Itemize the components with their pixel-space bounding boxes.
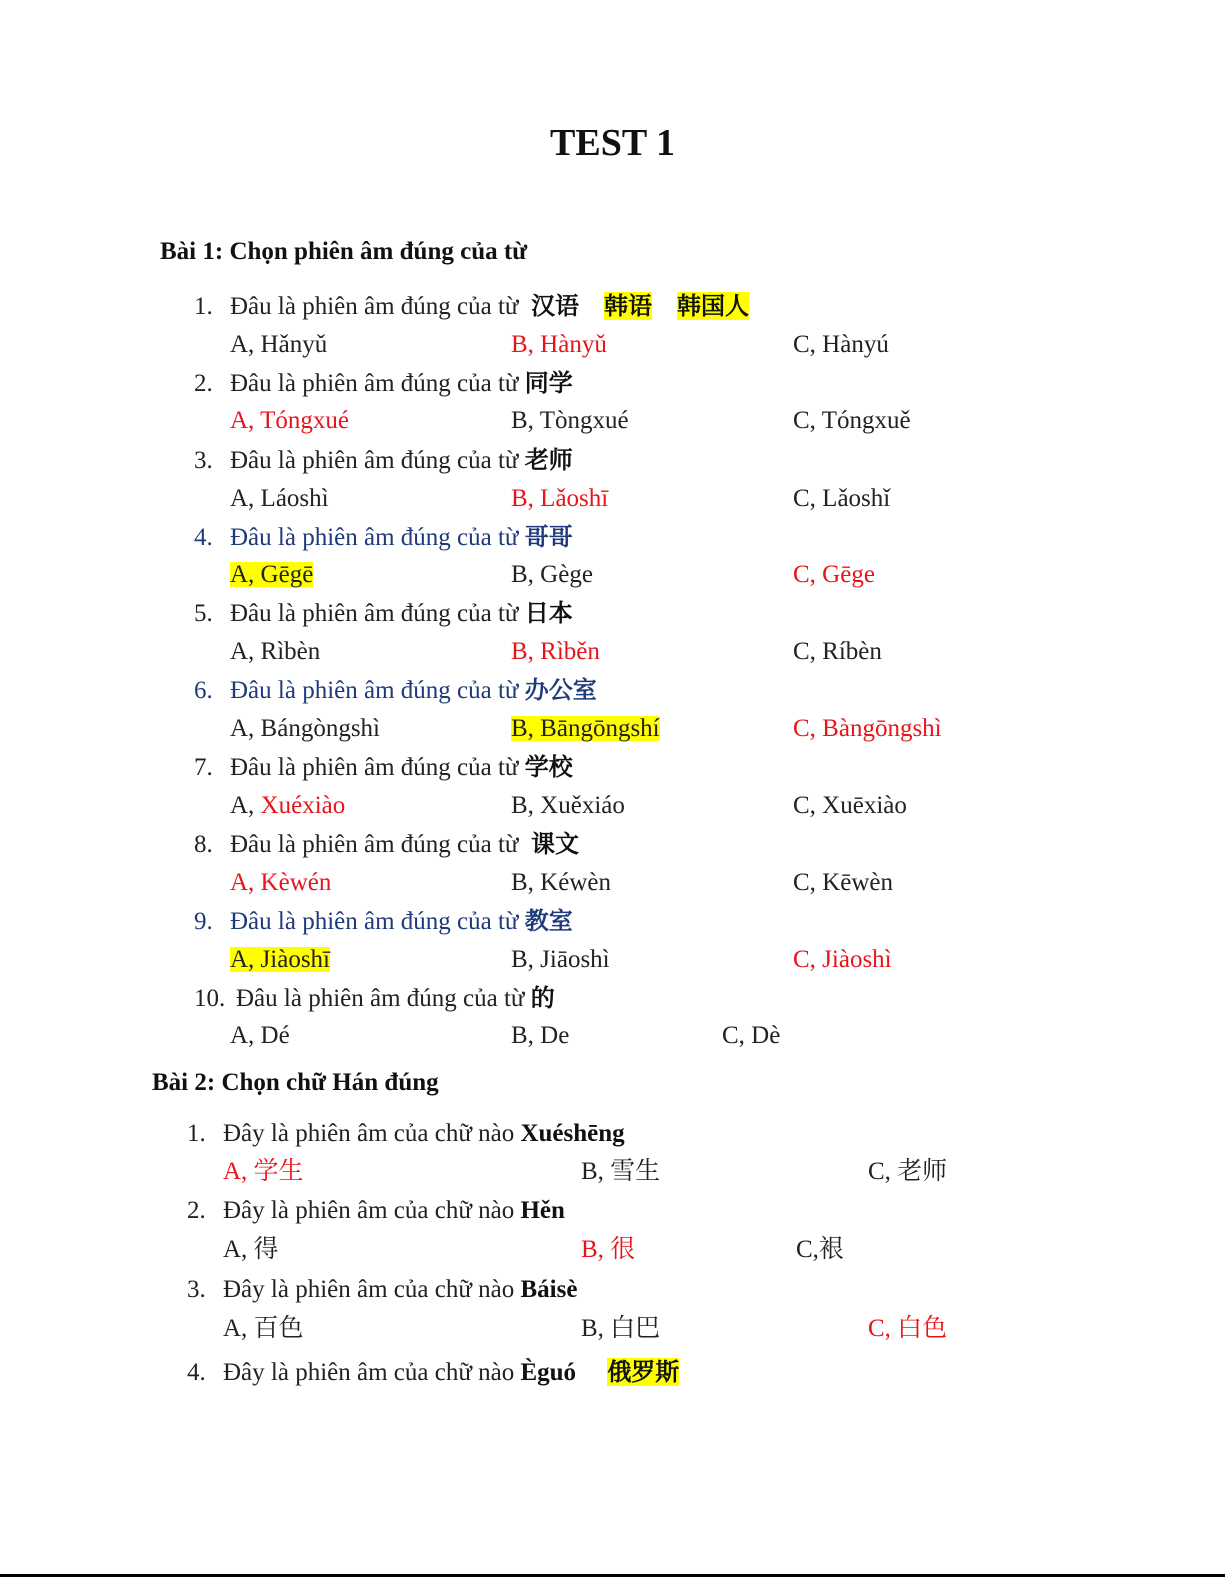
q7-option-b[interactable]: B, Xuěxiáo (511, 792, 625, 819)
section-heading-1: Bài 1: Chọn phiên âm đúng của từ (160, 238, 528, 265)
q8-option-b[interactable]: B, Kéwèn (511, 869, 611, 896)
q2-option-b[interactable]: B, Tòngxué (511, 407, 629, 434)
page-title: TEST 1 (550, 122, 675, 164)
question-10: 10. Đâu là phiên âm đúng của từ 的 (194, 984, 555, 1012)
part2-question-1: 1. Đây là phiên âm của chữ nào Xuéshēng (187, 1120, 625, 1147)
q5-option-a[interactable]: A, Rìbèn (230, 638, 321, 665)
q3-option-a[interactable]: A, Láoshì (230, 485, 329, 512)
p2q1-option-a[interactable]: A, 学生 (223, 1158, 304, 1185)
q2-option-c[interactable]: C, Tóngxuě (793, 407, 911, 434)
p2q2-option-a[interactable]: A, 得 (223, 1236, 279, 1263)
q3-option-c[interactable]: C, Lǎoshǐ (793, 485, 891, 512)
part2-question-2: 2. Đây là phiên âm của chữ nào Hěn (187, 1197, 565, 1224)
question-8: 8. Đâu là phiên âm đúng của từ 课文 (194, 830, 579, 858)
section-heading-2: Bài 2: Chọn chữ Hán đúng (152, 1069, 439, 1096)
q4-option-b[interactable]: B, Gège (511, 561, 593, 588)
question-1: 1. Đâu là phiên âm đúng của từ 汉语 韩语 韩国人 (194, 292, 749, 320)
q3-option-b[interactable]: B, Lǎoshī (511, 485, 609, 512)
part2-question-3: 3. Đây là phiên âm của chữ nào Báisè (187, 1276, 578, 1303)
question-9: 9. Đâu là phiên âm đúng của từ 教室 (194, 907, 573, 935)
page-bottom-border (0, 1574, 1225, 1577)
p2q1-option-c[interactable]: C, 老师 (868, 1158, 948, 1185)
q5-option-b[interactable]: B, Rìběn (511, 638, 600, 665)
q10-option-c[interactable]: C, Dè (722, 1022, 781, 1049)
q6-option-b[interactable]: B, Bāngōngshí (511, 715, 660, 742)
p2q1-option-b[interactable]: B, 雪生 (581, 1158, 661, 1185)
p2q3-option-a[interactable]: A, 百色 (223, 1315, 304, 1342)
q7-option-c[interactable]: C, Xuēxiào (793, 792, 907, 819)
q1-option-c[interactable]: C, Hànyú (793, 331, 889, 358)
question-4: 4. Đâu là phiên âm đúng của từ 哥哥 (194, 523, 573, 551)
q2-option-a[interactable]: A, Tóngxué (230, 407, 349, 434)
q8-option-a[interactable]: A, Kèwén (230, 869, 332, 896)
q4-option-a[interactable]: A, Gēgē (230, 561, 314, 588)
p2q2-option-b[interactable]: B, 很 (581, 1236, 636, 1263)
q10-option-a[interactable]: A, Dé (230, 1022, 290, 1049)
q7-option-a[interactable]: A, Xuéxiào (230, 792, 346, 819)
q9-option-c[interactable]: C, Jiàoshì (793, 946, 892, 973)
q5-option-c[interactable]: C, Ríbèn (793, 638, 882, 665)
question-2: 2. Đâu là phiên âm đúng của từ 同学 (194, 369, 573, 397)
q6-option-a[interactable]: A, Bángòngshì (230, 715, 380, 742)
p2q3-option-b[interactable]: B, 白巴 (581, 1315, 661, 1342)
q6-option-c[interactable]: C, Bàngōngshì (793, 715, 942, 742)
part2-question-4: 4. Đây là phiên âm của chữ nào Èguó 俄罗斯 (187, 1358, 680, 1386)
p2q3-option-c[interactable]: C, 白色 (868, 1315, 948, 1342)
q4-option-c[interactable]: C, Gēge (793, 561, 875, 588)
q9-option-a[interactable]: A, Jiàoshī (230, 946, 330, 973)
q9-option-b[interactable]: B, Jiāoshì (511, 946, 610, 973)
q1-option-b[interactable]: B, Hànyǔ (511, 331, 607, 358)
q10-option-b[interactable]: B, De (511, 1022, 570, 1049)
p2q2-option-c[interactable]: C,裉 (796, 1236, 844, 1263)
question-3: 3. Đâu là phiên âm đúng của từ 老师 (194, 446, 573, 474)
question-7: 7. Đâu là phiên âm đúng của từ 学校 (194, 753, 573, 781)
question-5: 5. Đâu là phiên âm đúng của từ 日本 (194, 599, 573, 627)
question-6: 6. Đâu là phiên âm đúng của từ 办公室 (194, 676, 597, 704)
q1-option-a[interactable]: A, Hǎnyǔ (230, 331, 328, 358)
q8-option-c[interactable]: C, Kēwèn (793, 869, 893, 896)
